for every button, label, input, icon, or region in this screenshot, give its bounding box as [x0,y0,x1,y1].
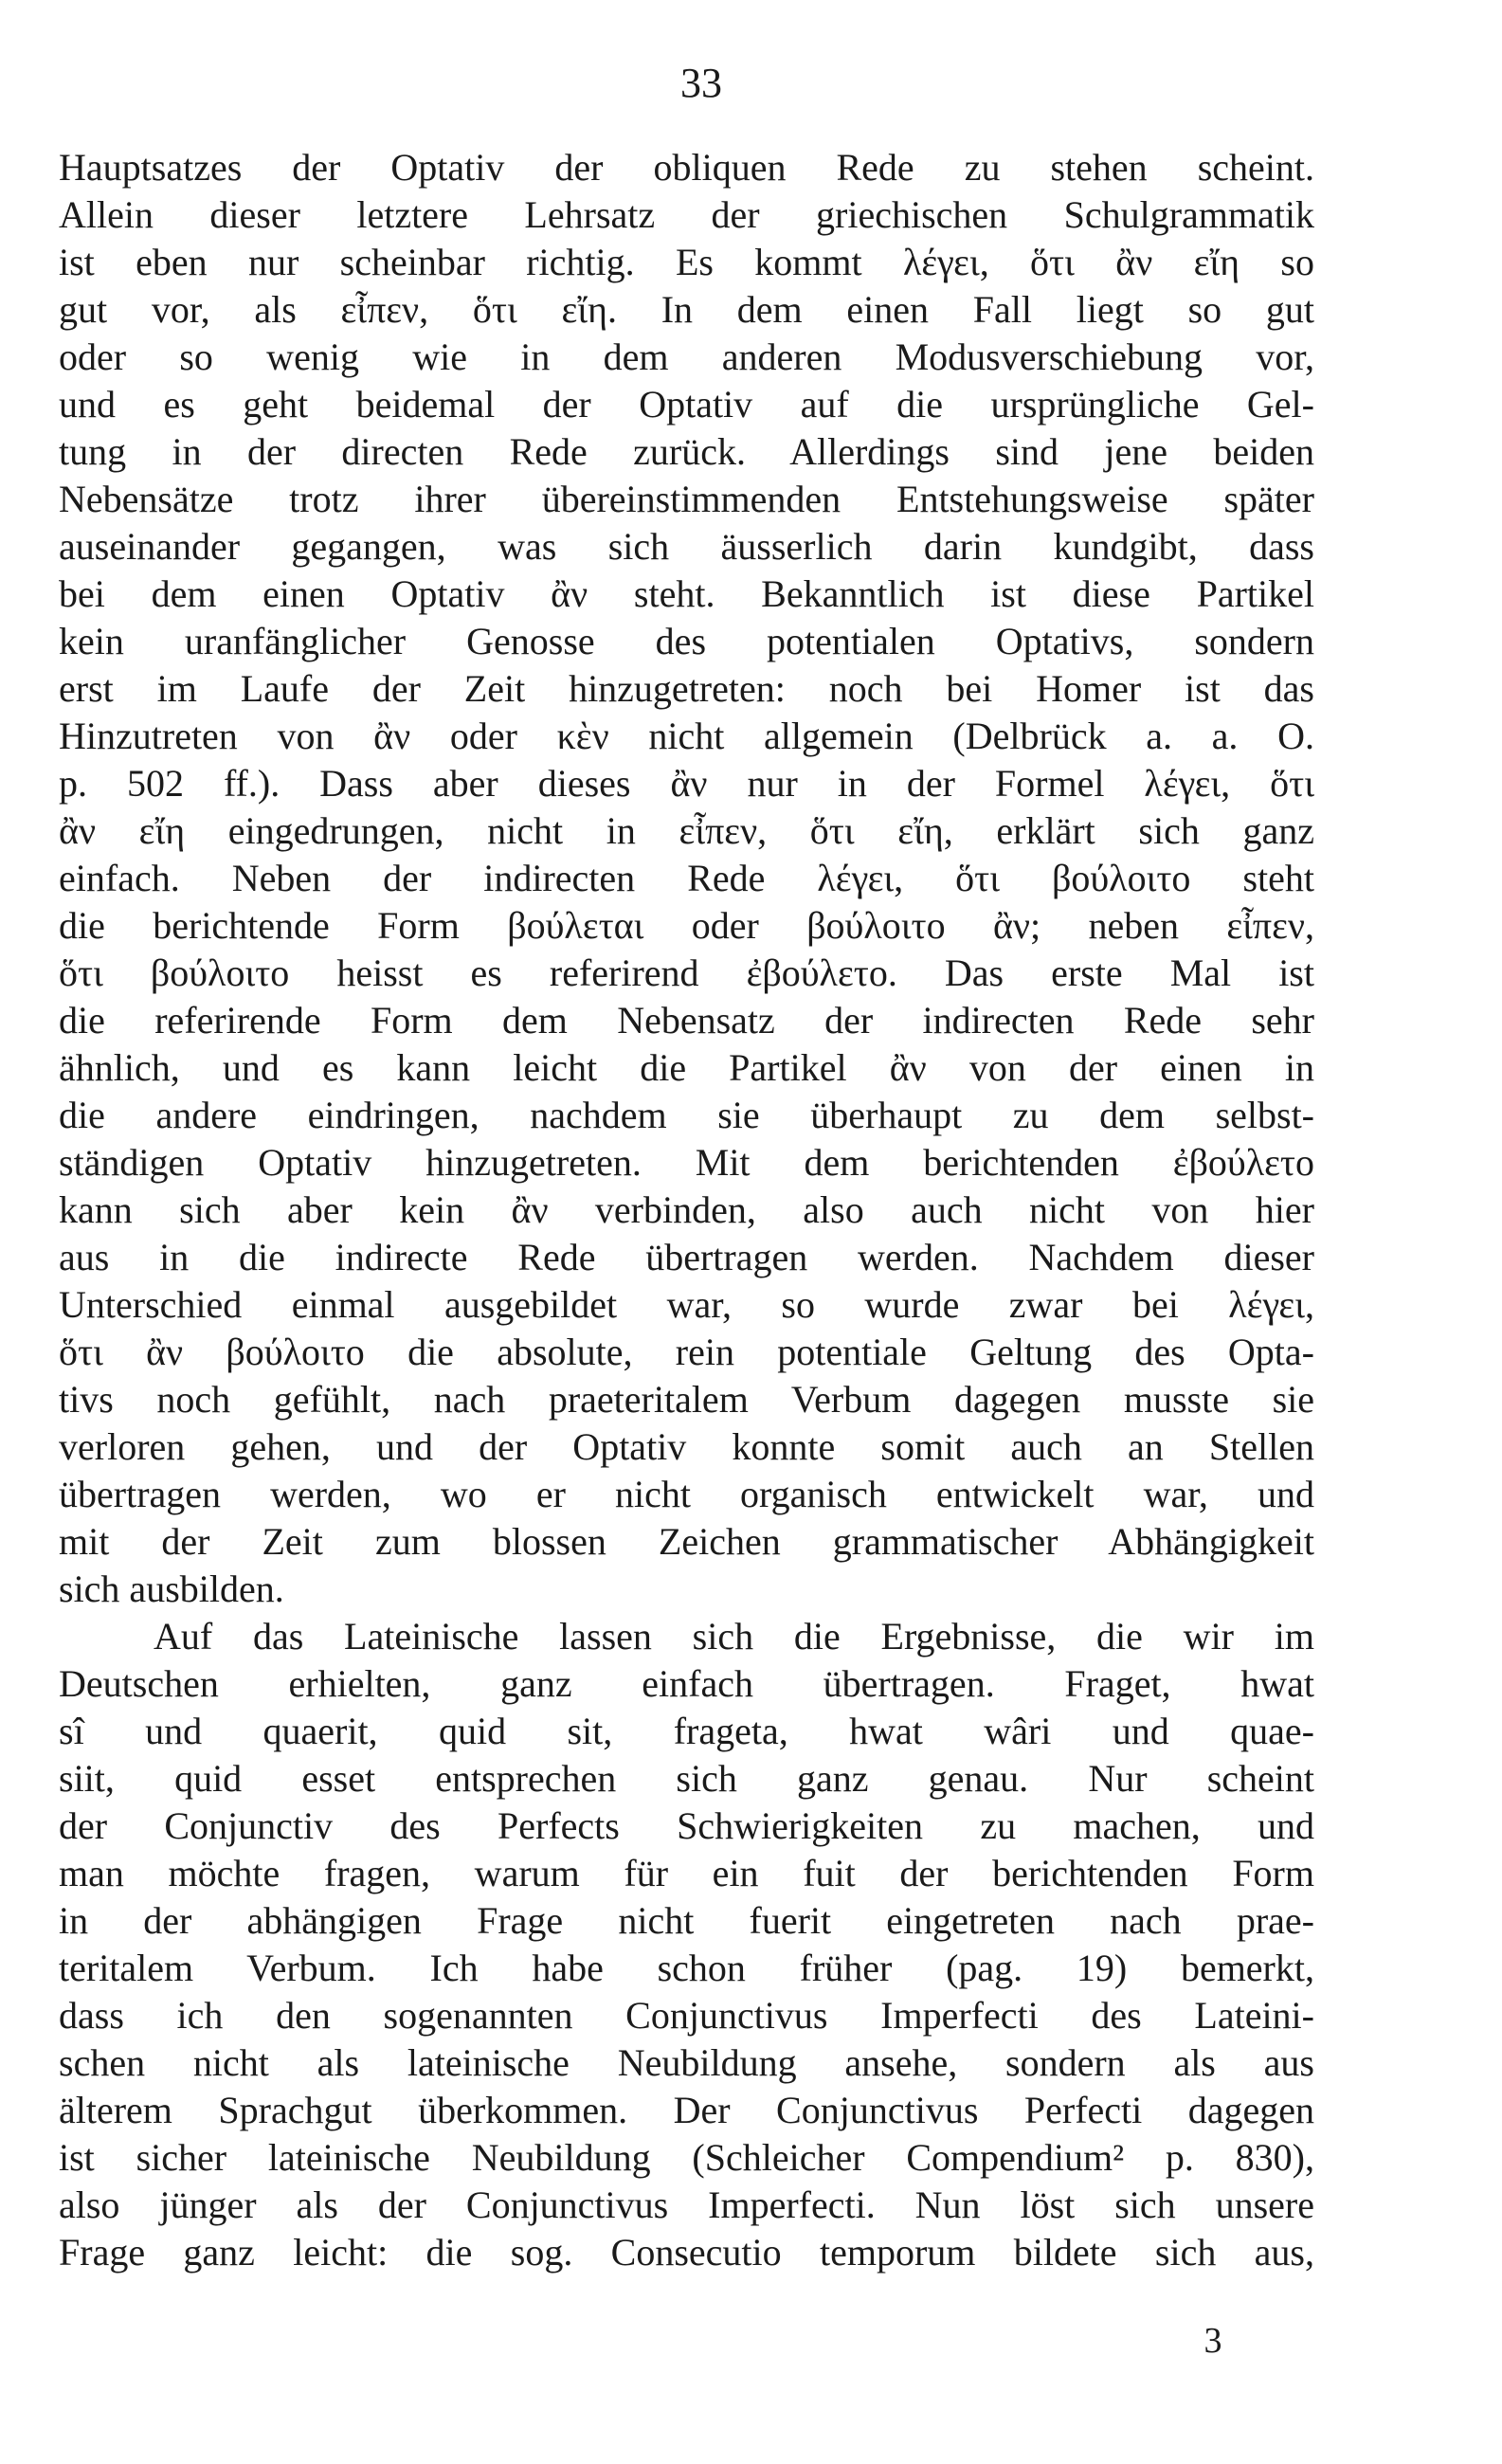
text-line: ähnlich, und es kann leicht die Partikel ἂν von der einen in [59,1046,1314,1089]
text-line: tung in der directen Rede zurück. Allerdings sind jene beiden [59,430,1314,473]
text-line: Deutschen erhielten, ganz einfach übertragen. Fraget, hwat [59,1662,1314,1705]
text-line: gut vor, als εἶπεν, ὅτι εἴη. In dem einen Fall liegt so gut [59,288,1314,331]
text-line: kein uranfänglicher Genosse des potentialen Optativs, sondern [59,620,1314,662]
text-body [59,144,1314,2276]
text-line: in der abhängigen Frage nicht fuerit eingetreten nach prae- [59,1899,1314,1942]
text-line: der Conjunctiv des Perfects Schwierigkeiten zu machen, und [59,1804,1314,1847]
text-line: oder so wenig wie in dem anderen Modusverschiebung vor, [59,335,1314,378]
text-line: und es geht beidemal der Optativ auf die ursprüngliche Gel- [59,383,1314,426]
text-line: ist sicher lateinische Neubildung (Schleicher Compendium² p. 830), [59,2136,1314,2179]
text-line: die andere eindringen, nachdem sie überhaupt zu dem selbst- [59,1094,1314,1136]
text-line: älterem Sprachgut überkommen. Der Conjunctivus Perfecti dagegen [59,2089,1314,2131]
text-line: verloren gehen, und der Optativ konnte somit auch an Stellen [59,1425,1314,1468]
paragraph-end-line: sich ausbilden. [59,1567,284,1610]
text-line: auseinander gegangen, was sich äusserlich darin kundgibt, dass [59,525,1314,568]
text-line: die berichtende Form βούλεται oder βούλοιτο ἂν; neben εἶπεν, [59,904,1314,947]
text-line: sî und quaerit, quid sit, frageta, hwat wâri und quae- [59,1710,1314,1752]
text-line: ὅτι βούλοιτο heisst es referirend ἐβούλετο. Das erste Mal ist [59,951,1314,994]
text-line: tivs noch gefühlt, nach praeteritalem Verbum dagegen musste sie [59,1378,1314,1421]
text-line: Unterschied einmal ausgebildet war, so wurde zwar bei λέγει, [59,1283,1314,1326]
page-number: 33 [680,60,722,106]
text-line: p. 502 ff.). Dass aber dieses ἂν nur in der Formel λέγει, ὅτι [59,762,1314,805]
text-line: aus in die indirecte Rede übertragen werden. Nachdem dieser [59,1236,1314,1278]
text-line: die referirende Form dem Nebensatz der indirecten Rede sehr [59,999,1314,1042]
text-line: man möchte fragen, warum für ein fuit der berichtenden Form [59,1852,1314,1894]
text-line: ist eben nur scheinbar richtig. Es kommt λέγει, ὅτι ἂν εἴη so [59,241,1314,283]
text-line: ἂν εἴη eingedrungen, nicht in εἶπεν, ὅτι εἴη, erklärt sich ganz [59,809,1314,852]
text-line: teritalem Verbum. Ich habe schon früher (pag. 19) bemerkt, [59,1947,1314,1989]
text-line: Nebensätze trotz ihrer übereinstimmenden Entstehungsweise später [59,478,1314,520]
text-line: ständigen Optativ hinzugetreten. Mit dem berichtenden ἐβούλετο [59,1141,1314,1184]
signature-mark: 3 [1203,2321,1222,2361]
text-line: kann sich aber kein ἂν verbinden, also auch nicht von hier [59,1188,1314,1231]
text-line: erst im Laufe der Zeit hinzugetreten: noch bei Homer ist das [59,667,1314,710]
text-line: schen nicht als lateinische Neubildung ansehe, sondern als aus [59,2041,1314,2084]
text-line: Hinzutreten von ἂν oder κὲν nicht allgemein (Delbrück a. a. O. [59,715,1314,757]
text-line: siit, quid esset entsprechen sich ganz genau. Nur scheint [59,1757,1314,1800]
text-line: ὅτι ἂν βούλοιτο die absolute, rein potentiale Geltung des Opta- [59,1331,1314,1373]
text-line: mit der Zeit zum blossen Zeichen grammatischer Abhängigkeit [59,1520,1314,1563]
text-line: Hauptsatzes der Optativ der obliquen Rede zu stehen scheint. [59,146,1314,189]
paragraph-start-line: Auf das Lateinische lassen sich die Ergebnisse, die wir im [154,1615,1314,1658]
text-line: Allein dieser letztere Lehrsatz der griechischen Schulgrammatik [59,193,1314,236]
text-line: dass ich den sogenannten Conjunctivus Imperfecti des Lateini- [59,1994,1314,2037]
text-line: übertragen werden, wo er nicht organisch entwickelt war, und [59,1473,1314,1515]
text-line: bei dem einen Optativ ἂν steht. Bekanntlich ist diese Partikel [59,572,1314,615]
text-line: einfach. Neben der indirecten Rede λέγει, ὅτι βούλοιτο steht [59,857,1314,899]
text-line: also jünger als der Conjunctivus Imperfecti. Nun löst sich unsere [59,2183,1314,2226]
text-line: Frage ganz leicht: die sog. Consecutio temporum bildete sich aus, [59,2231,1314,2274]
